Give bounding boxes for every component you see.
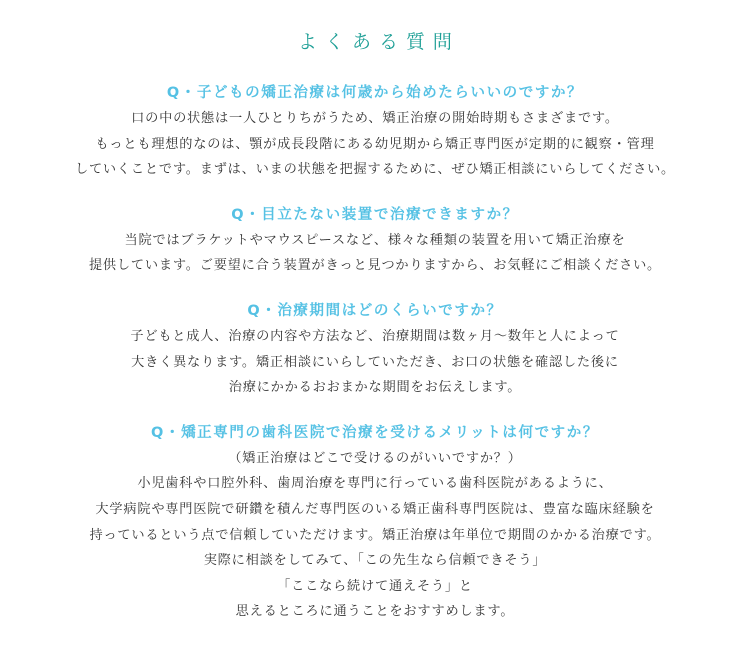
faq-answer-line: 治療にかかるおおまかな期間をお伝えします。 xyxy=(228,380,522,396)
faq-question: Q・目立たない装置で治療できますか？ xyxy=(231,206,519,223)
faq-answer-line: 大きく異なります。矯正相談にいらしていただき、お口の状態を確認した後に xyxy=(131,354,619,370)
faq-answer-line: 「ここなら続けて通えそう」と xyxy=(277,578,473,594)
faq-answer-line: 提供しています。ご要望に合う装置がきっと見つかりますから、お気軽にご相談ください。 xyxy=(88,258,662,274)
faq-answer-line: （矯正治療はどこで受けるのがいいですか？） xyxy=(228,450,522,466)
faq-item-start-age xyxy=(0,80,750,183)
faq-title: よくある質問 xyxy=(298,31,460,53)
faq-answer xyxy=(0,324,750,401)
faq-answer-line: 大学病院や専門医院で研鑽を積んだ専門医のいる矯正歯科専門医院は、豊富な臨床経験を xyxy=(95,501,655,517)
faq-answer-line: 思えるところに通うことをおすすめします。 xyxy=(235,604,515,620)
faq-answer-line: 小児歯科や口腔外科、歯周治療を専門に行っている歯科医院があるように、 xyxy=(137,476,613,492)
faq-answer-line: 当院ではブラケットやマウスピースなど、様々な種類の装置を用いて矯正治療を xyxy=(124,232,626,248)
faq-answer-line: 口の中の状態は一人ひとりちがうため、矯正治療の開始時期もさまざまです。 xyxy=(131,111,619,126)
faq-question: Q・矯正専門の歯科医院で治療を受けるメリットは何ですか？ xyxy=(151,424,599,441)
faq-answer xyxy=(0,446,750,625)
faq-answer xyxy=(0,106,750,183)
faq-answer-line: 子どもと成人、治療の内容や方法など、治療期間は数ヶ月～数年と人によって xyxy=(130,328,620,344)
faq-item-inconspicuous-appliance xyxy=(0,202,750,279)
faq-answer-line: もっとも理想的なのは、顎が成長段階にある幼児期から矯正専門医が定期的に観察・管理 xyxy=(95,136,655,152)
faq-list xyxy=(0,80,750,625)
faq-question: Q・治療期間はどのくらいですか？ xyxy=(247,302,503,319)
faq-question: Q・子どもの矯正治療は何歳から始めたらいいのですか？ xyxy=(166,85,584,101)
faq-item-treatment-period xyxy=(0,298,750,401)
faq-item-specialist-merit xyxy=(0,420,750,625)
faq-answer xyxy=(0,228,750,279)
faq-answer-line: 持っているという点で信頼していただけます。矯正治療は年単位で期間のかかる治療です。 xyxy=(89,527,661,543)
faq-answer-line: していくことです。まずは、いまの状態を把握するために、ぜひ矯正相談にいらしてください。 xyxy=(74,162,676,178)
faq-answer-line: 実際に相談をしてみて、「この先生なら信頼できそう」 xyxy=(203,553,547,569)
